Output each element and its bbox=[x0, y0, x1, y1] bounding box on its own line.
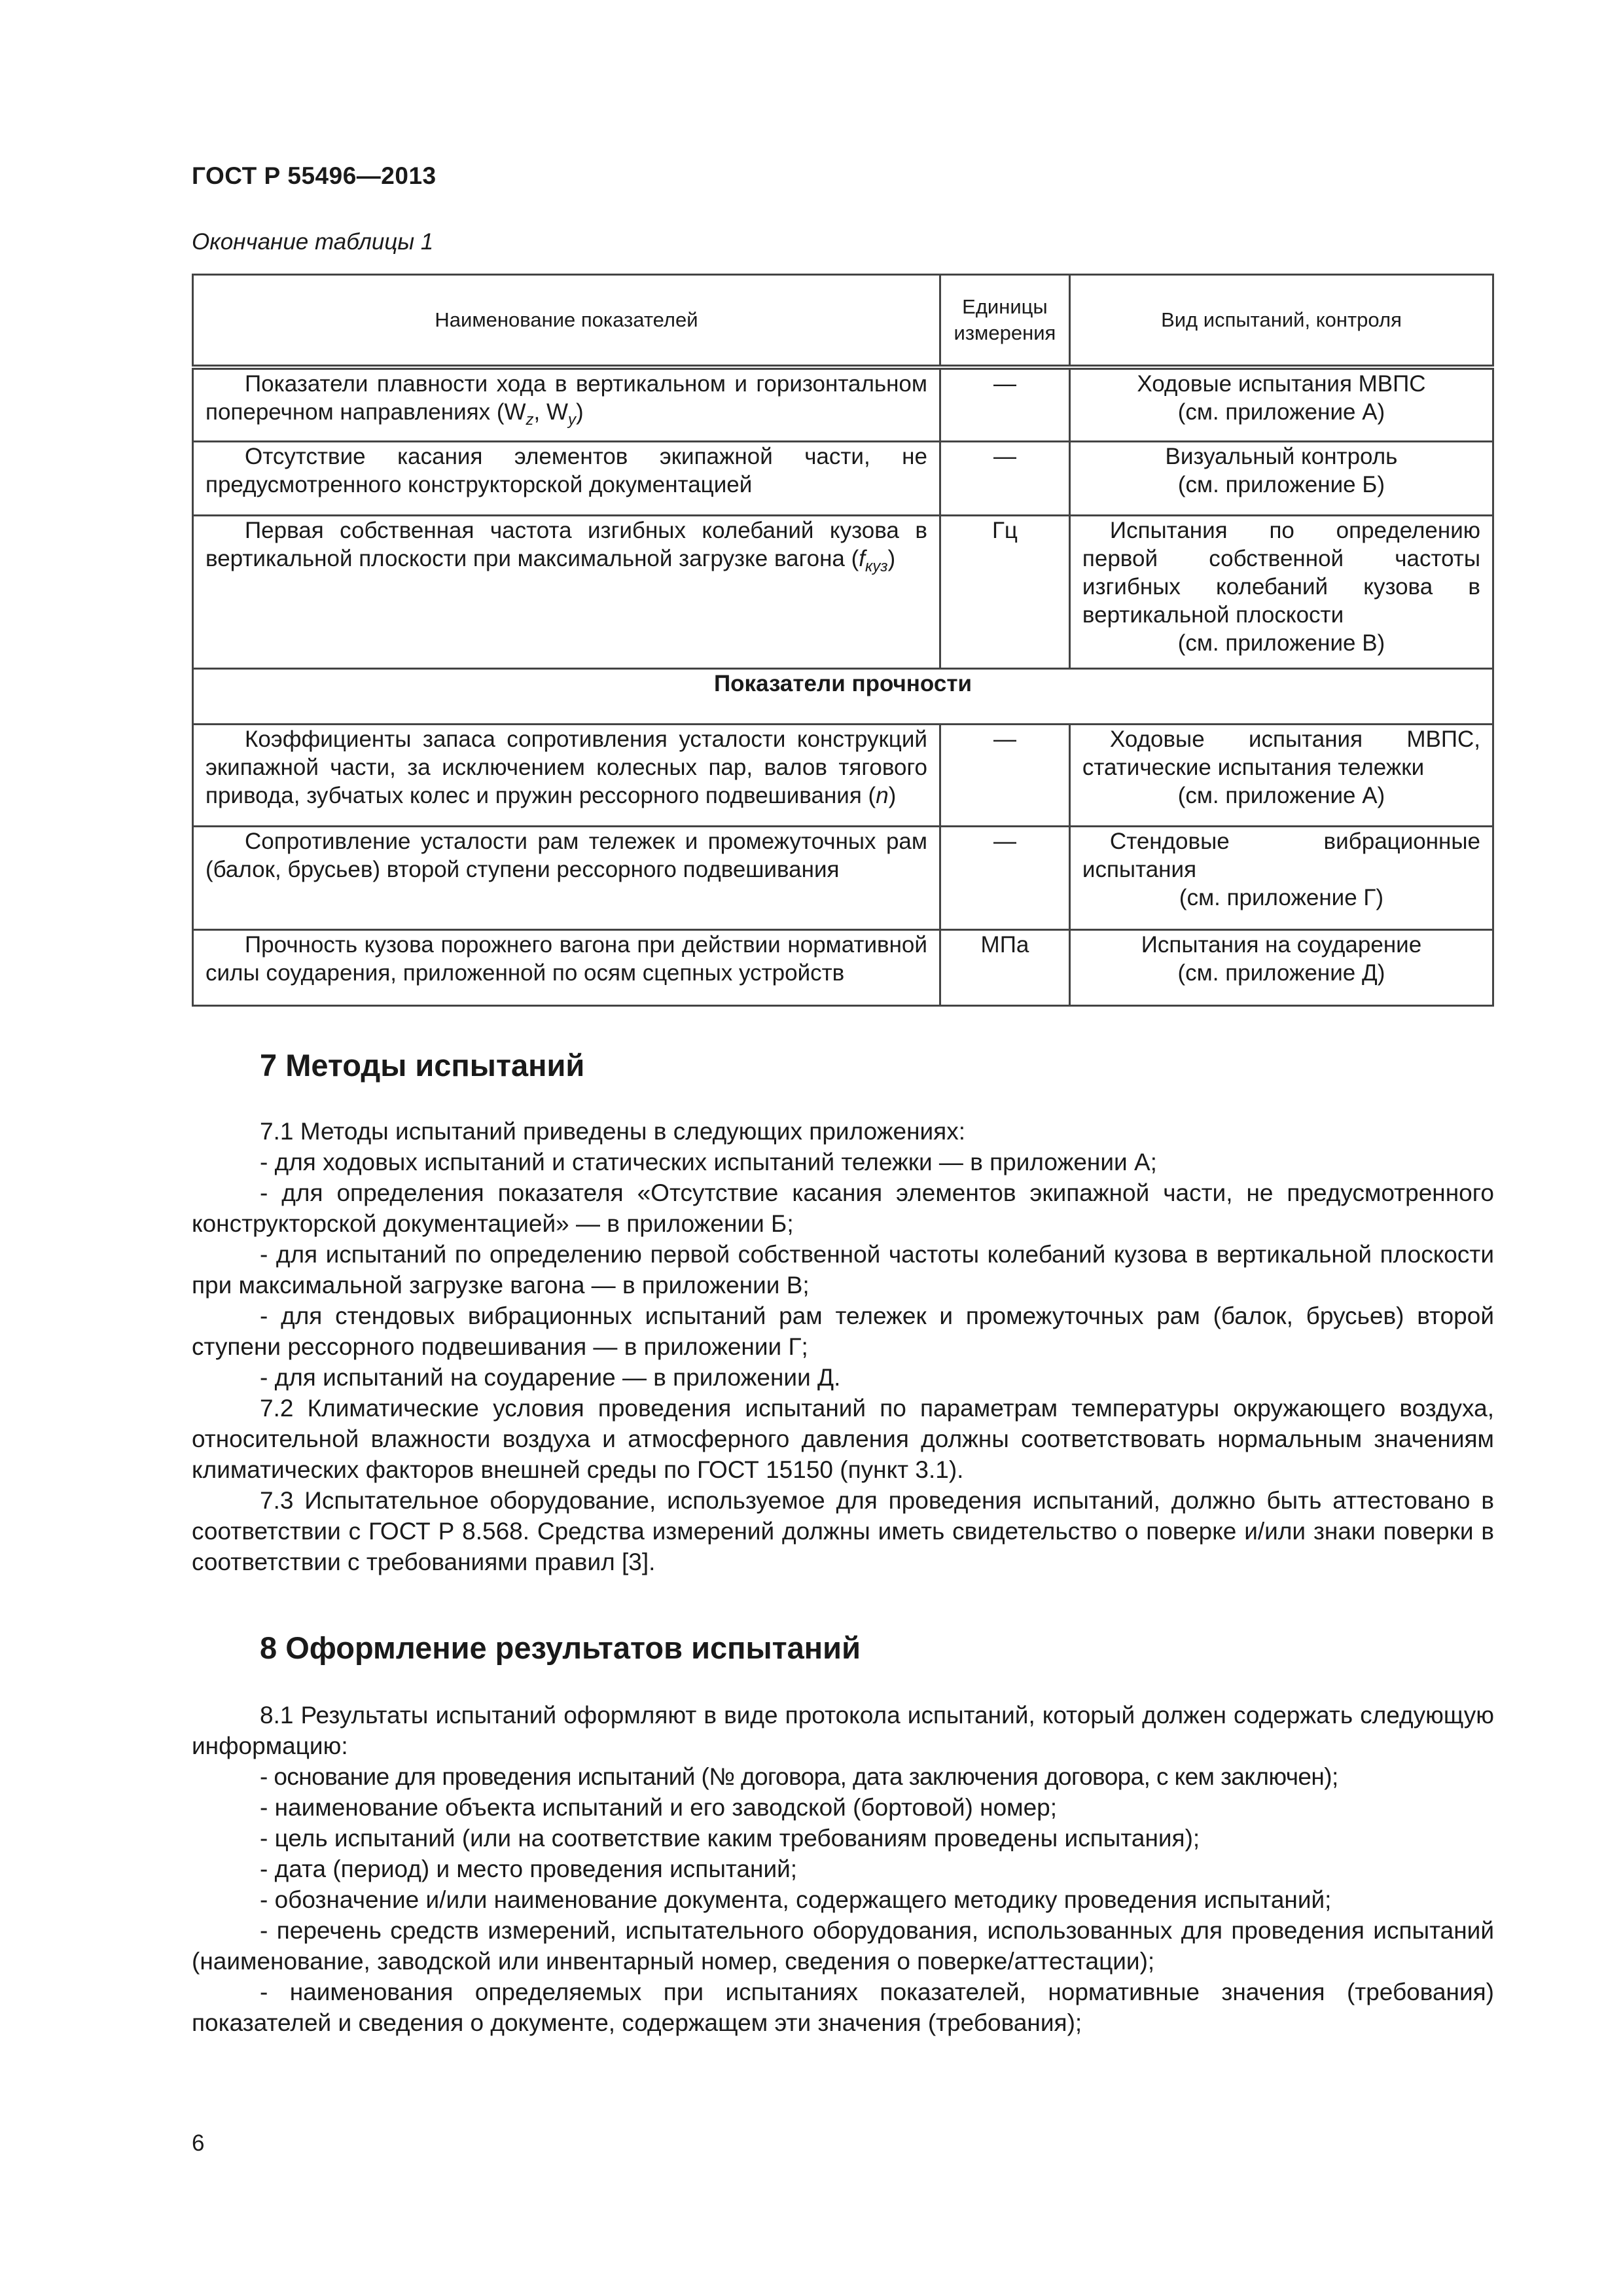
row-unit: — bbox=[940, 724, 1069, 826]
table-row bbox=[193, 515, 1493, 668]
paragraph: 8.1 Результаты испытаний оформляют в виде протокола испытаний, который должен содержать следующую информацию: bbox=[192, 1702, 1494, 1759]
section-7-title: 7 Методы испытаний bbox=[260, 1048, 585, 1083]
table-row bbox=[193, 724, 1493, 826]
row-kind: Испытания на соударение (см. приложение Д) bbox=[1069, 929, 1493, 1005]
row-unit: — bbox=[940, 367, 1069, 441]
row-unit: МПа bbox=[940, 929, 1069, 1005]
list-item: - для испытаний по определению первой собственной частоты колебаний кузова в вертикальной плоскости при максимальной загрузке вагона — в приложении В; bbox=[192, 1241, 1494, 1299]
indicators-table bbox=[192, 274, 1494, 1007]
table-header-row bbox=[193, 275, 1493, 368]
table-row bbox=[193, 929, 1493, 1005]
table-row bbox=[193, 367, 1493, 441]
list-item: - дата (период) и место проведения испытаний; bbox=[260, 1856, 798, 1882]
table-row bbox=[193, 826, 1493, 929]
row-kind: Ходовые испытания МВПС, статические испытания тележки (см. приложение А) bbox=[1069, 724, 1493, 826]
row-unit: — bbox=[940, 826, 1069, 929]
list-item: - цель испытаний (или на соответствие каким требованиям проведены испытания); bbox=[260, 1825, 1200, 1852]
document-code: ГОСТ Р 55496—2013 bbox=[192, 162, 437, 189]
paragraph: 7.3 Испытательное оборудование, используемое для проведения испытаний, должно быть аттестовано в соответствии с ГОСТ Р 8.568. Средства измерений должны иметь свидетельство о поверке и/или знаки поверки в соответствии с требованиями правил [3]. bbox=[192, 1487, 1494, 1575]
list-item: - для ходовых испытаний и статических испытаний тележки — в приложении А; bbox=[260, 1149, 1157, 1175]
column-header-unit: Единицы измерения bbox=[940, 275, 1069, 368]
row-name: Отсутствие касания элементов экипажной части, не предусмотренного конструкторской документацией bbox=[193, 441, 940, 515]
section-title: Показатели прочности bbox=[193, 668, 1493, 724]
section-8-title: 8 Оформление результатов испытаний bbox=[260, 1630, 861, 1665]
row-unit: — bbox=[940, 441, 1069, 515]
row-kind: Визуальный контроль (см. приложение Б) bbox=[1069, 441, 1493, 515]
column-header-name: Наименование показателей bbox=[193, 275, 940, 368]
row-name: Показатели плавности хода в вертикальном и горизонтальном поперечном направлениях ($W_z$, $W_y$) bbox=[193, 367, 940, 441]
table-caption: Окончание таблицы 1 bbox=[192, 229, 434, 255]
row-unit: Гц bbox=[940, 515, 1069, 668]
list-item: - основание для проведения испытаний (№ договора, дата заключения договора, с кем заключен); bbox=[260, 1763, 1338, 1790]
list-item: - обозначение и/или наименование документа, содержащего методику проведения испытаний; bbox=[260, 1886, 1332, 1913]
list-item: - для определения показателя «Отсутствие касания элементов экипажной части, не предусмотренного конструкторской документацией» — в приложении Б; bbox=[192, 1179, 1494, 1237]
list-item: - наименование объекта испытаний и его заводской (бортовой) номер; bbox=[260, 1794, 1058, 1821]
row-name: Первая собственная частота изгибных колебаний кузова в вертикальной плоскости при максимальной загрузке вагона $(f_{куз})$ bbox=[193, 515, 940, 668]
row-name: Прочность кузова порожнего вагона при действии нормативной силы соударения, приложенной по осям сцепных устройств bbox=[193, 929, 940, 1005]
list-item: - для стендовых вибрационных испытаний рам тележек и промежуточных рам (балок, брусьев) второй ступени рессорного подвешивания — в приложении Г; bbox=[192, 1302, 1494, 1360]
row-name: Коэффициенты запаса сопротивления усталости конструкций экипажной части, за исключением колесных пар, валов тягового привода, зубчатых колес и пружин рессорного подвешивания (n) bbox=[193, 724, 940, 826]
table-row bbox=[193, 441, 1493, 515]
list-item: - наименования определяемых при испытаниях показателей, нормативные значения (требования) показателей и сведения о документе, содержащем эти значения (требования); bbox=[192, 1979, 1494, 2036]
row-kind: Стендовые вибрационные испытания (см. приложение Г) bbox=[1069, 826, 1493, 929]
paragraph: 7.2 Климатические условия проведения испытаний по параметрам температуры окружающего воздуха, относительной влажности воздуха и атмосферного давления должны соответствовать нормальным значениям климатических факторов внешней среды по ГОСТ 15150 (пункт 3.1). bbox=[192, 1395, 1494, 1483]
paragraph: 7.1 Методы испытаний приведены в следующих приложениях: bbox=[260, 1118, 965, 1145]
section-7-body bbox=[192, 1116, 1494, 1577]
section-row bbox=[193, 668, 1493, 724]
page-number: 6 bbox=[192, 2130, 205, 2156]
column-header-kind: Вид испытаний, контроля bbox=[1069, 275, 1493, 368]
section-8-body bbox=[192, 1700, 1494, 2038]
row-kind: Ходовые испытания МВПС (см. приложение А) bbox=[1069, 367, 1493, 441]
row-kind: Испытания по определению первой собственной частоты изгибных колебаний кузова в вертикальной плоскости (см. приложение В) bbox=[1069, 515, 1493, 668]
row-name: Сопротивление усталости рам тележек и промежуточных рам (балок, брусьев) второй ступени рессорного подвешивания bbox=[193, 826, 940, 929]
list-item: - для испытаний на соударение — в приложении Д. bbox=[260, 1364, 841, 1391]
list-item: - перечень средств измерений, испытательного оборудования, использованных для проведения испытаний (наименование, заводской или инвентарный номер, сведения о поверке/аттестации); bbox=[192, 1917, 1494, 1975]
